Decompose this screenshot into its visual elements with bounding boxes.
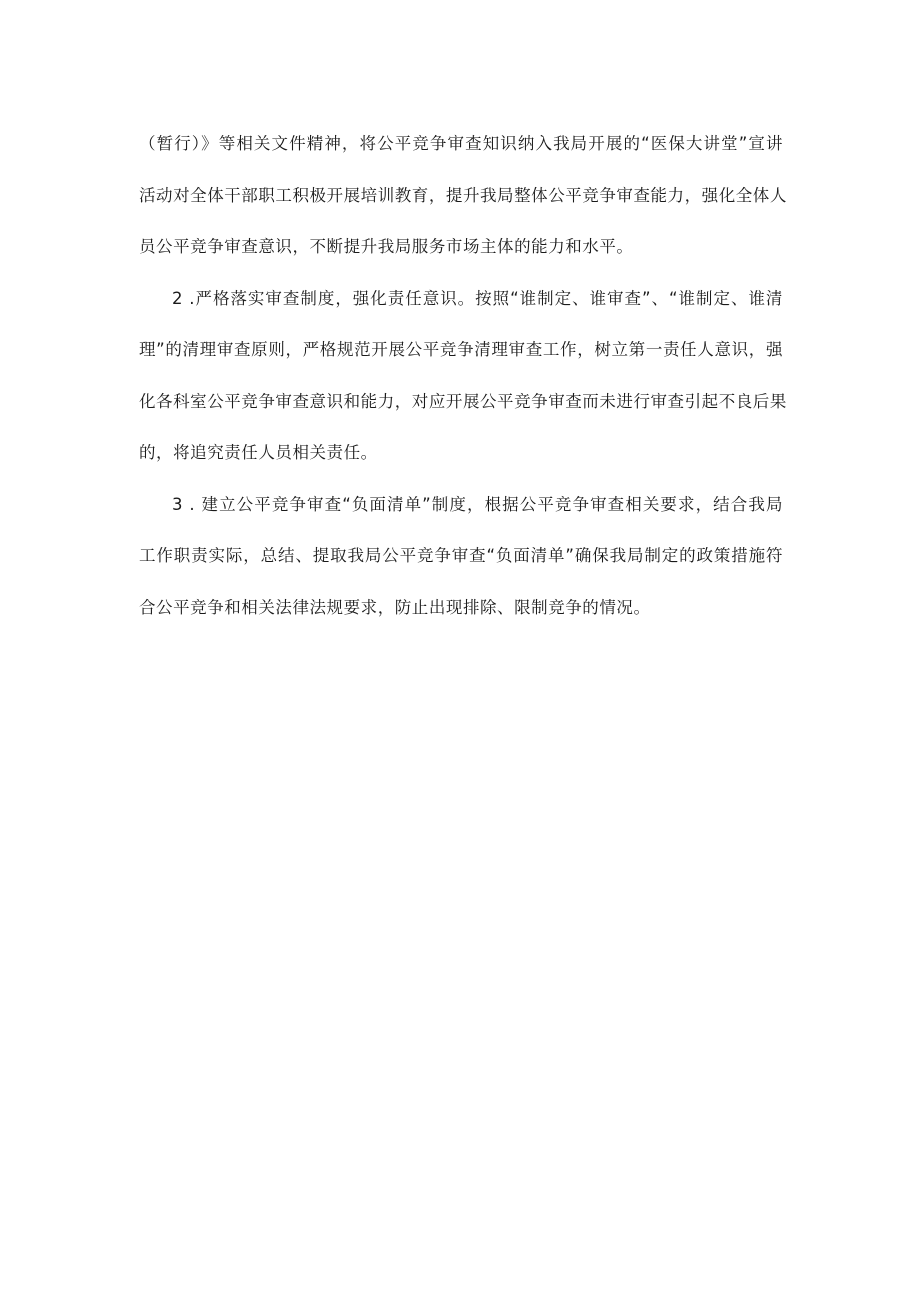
text-line: 3 . 建立公平竞争审查“负面清单”制度，根据公平竞争审查相关要求，结合我局: [172, 494, 783, 514]
text-line: 理”的清理审查原则，严格规范开展公平竞争清理审查工作，树立第一责任人意识，强: [139, 340, 783, 359]
text-line: 的，将追究责任人员相关责任。: [139, 443, 378, 462]
paragraph-training: [139, 134, 787, 256]
text-line: （暂行）》等相关文件精神，将公平竞争审查知识纳入我局开展的“医保大讲堂”宣讲: [139, 134, 783, 153]
text-line: 工作职责实际，总结、提取我局公平竞争审查“负面清单”确保我局制定的政策措施符: [139, 546, 783, 565]
text-line: 员公平竞争审查意识，不断提升我局服务市场主体的能力和水平。: [139, 237, 634, 256]
text-line: 化各科室公平竞争审查意识和能力，对应开展公平竞争审查而未进行审查引起不良后果: [139, 391, 787, 411]
text-line: 2 .严格落实审查制度，强化责任意识。按照“谁制定、谁审查”、“谁制定、谁清: [172, 288, 783, 308]
text-line: 活动对全体干部职工积极开展培训教育，提升我局整体公平竞争审查能力，强化全体人: [139, 185, 787, 205]
paragraph-negative-list: [139, 494, 783, 617]
document-body: [139, 134, 787, 651]
paragraph-review-system: [139, 288, 787, 462]
text-line: 合公平竞争和相关法律法规要求，防止出现排除、限制竞争的情况。: [139, 597, 651, 617]
